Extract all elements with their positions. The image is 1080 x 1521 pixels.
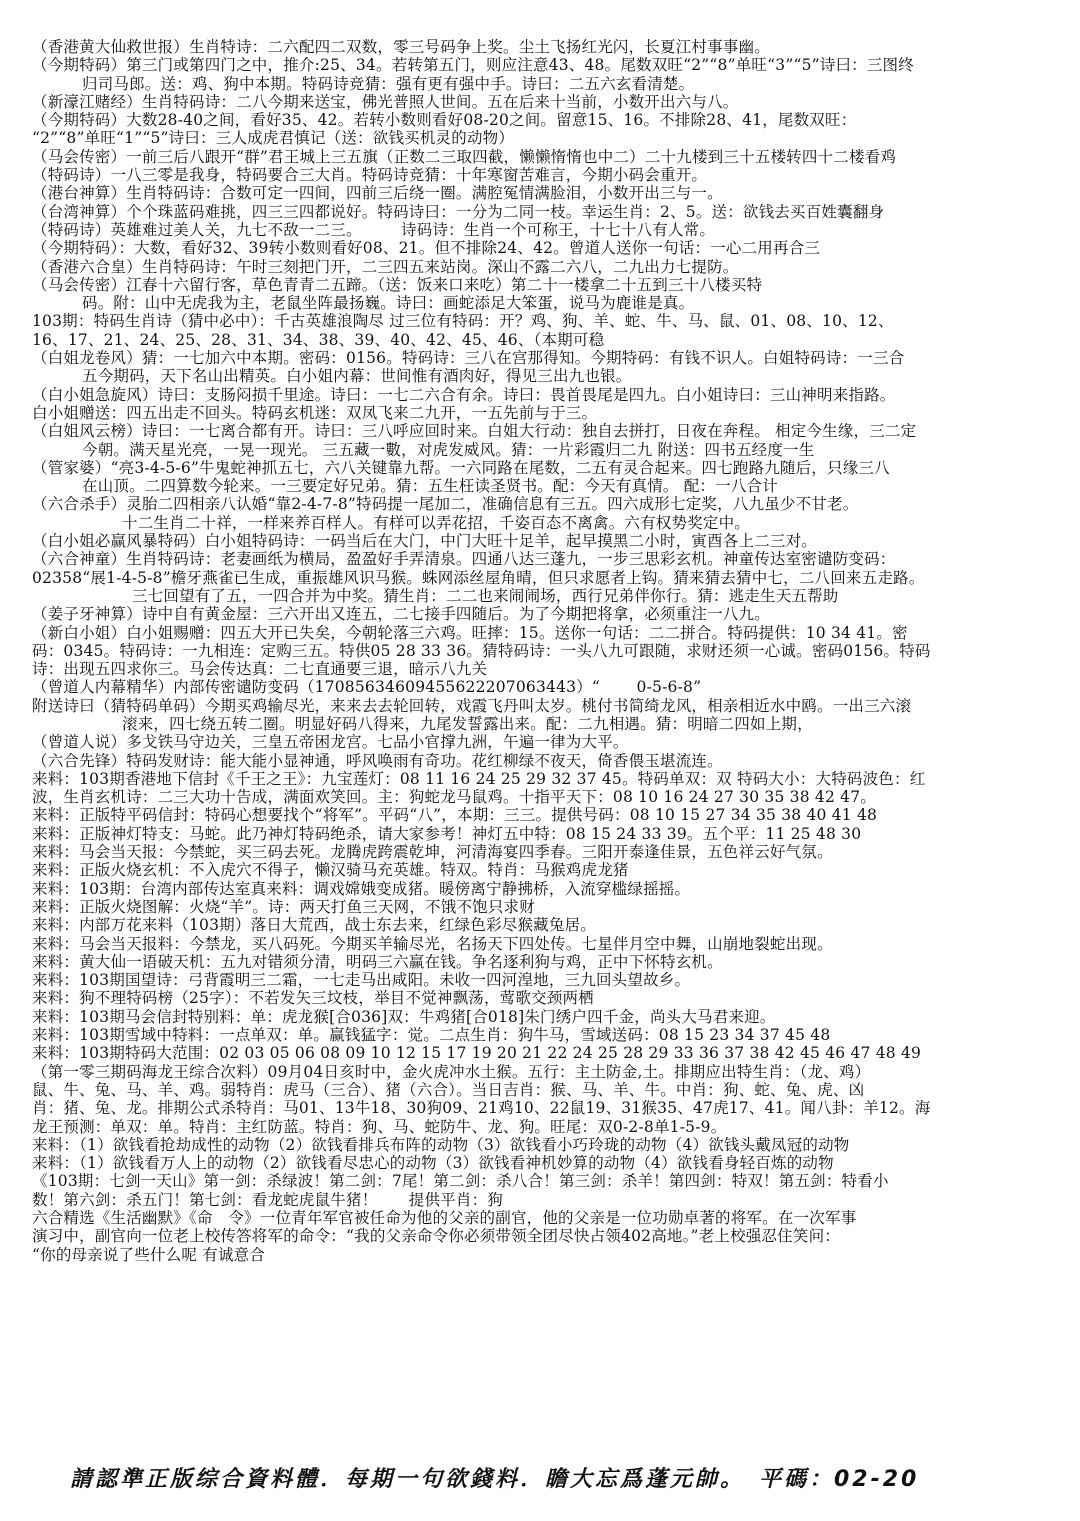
text-line: （管家婆）“亮3-4-5-6”牛鬼蛇神抓五七，六八关键靠九帮。一六同路在尾数，二五有灵合起来。四七跑路九随后，只缘三八 [32,458,890,477]
text-line: 归司马郎。送：鸡、狗中本期。特码诗竞猜：强有更有强中手。诗曰：二五六玄看清楚。 [82,74,695,93]
text-line: （港台神算）生肖特码诗：合数可定一四间，四前三后绕一圈。满腔冤情满脸泪，小数开出三与一。 [32,184,723,203]
text-line: （香港黄大仙救世报）生肖特诗：二六配四二双数，零三号码争上奖。尘土飞扬红光闪，长夏江村事事幽。 [32,38,770,56]
text-line: （今期特码）第三门或第四门之中，推介:25、34。若转第五门，则应注意43、48。尾数双旺“2”“8”单旺“3”“5”诗曰：三图终 [32,56,914,75]
text-line: 白小姐赠送：四五出走不回头。特码玄机迷：双凤飞来二九开，一五先前与于三。 [32,403,598,422]
text-line: 数！第六剑：杀五门！第七剑：看龙蛇虎鼠牛猪！ 提供平肖：狗 [32,1190,504,1209]
text-line: （六合杀手）灵胎二四相亲八认婚“靠2-4-7-8”特码提一尾加二，准确信息有三五。四六成形七定奖，八九虽少不甘老。 [32,495,859,514]
text-line: 来料：103期马会信封特别料：单：虎龙猴[合036]双：牛鸡猪[合018]朱门绣户四千金，尚头大马君来迎。 [32,1007,776,1026]
text-line: 波，生肖玄机诗：二三大功十告成，满面欢笑回。主：狗蛇龙马鼠鸡。十指平天下：08 10 16 24 27 30 35 38 42 47。 [32,788,876,807]
text-line: 来料：103期香港地下信封《千王之王》：九宝莲灯：08 11 16 24 25 29 32 37 45。特码单双：双 特码大小：大特码波色：红 [32,769,926,788]
text-line: 三七回望有了五，一四合并为中奖。猜生肖：二二也来闹闹场，西行兄弟伴你行。猜：逃走生天五帮助 [132,586,839,605]
text-line: （香港六合皇）生肖特码诗：午时三刻把门开，二三四五来站岗。深山不露二六八，二九出力七提防。 [32,257,739,276]
text-line: 来料：黄大仙一语破天机：五九对错须分清，明码三六赢在钱。争名逐利狗与鸡，正中下怀特玄机。 [32,952,723,971]
text-line: 来料：103期：台湾内部传达室真来料：调戏嫦娥变成猪。暖傍离宁静拂桥，入流穿槛绿摇摇。 [32,879,691,898]
text-line: 六合精选《生活幽默》《命 令》一位青年军官被任命为他的父亲的副官，他的父亲是一位功勋卓著的将军。在一次军事 [32,1209,857,1227]
text-line: 来料：（1）欲钱看万人上的动物（2）欲钱看尽忠心的动物（3）欲钱看神机妙算的动物（4）欲钱看身轻百炼的动物 [32,1154,834,1173]
text-line: （马会传密）江春十六留行客，草色青青二五蹄。（送：饭来口来吃）第二十一楼拿二十五到三十八楼买特 [32,275,763,294]
text-line: 在山顶。二四算数今轮来。一三要定好兄弟。猜：五生枉读圣贤书。配：今天有真情。 配：一八合计 [82,477,778,496]
text-line: 码。附：山中无虎我为主，老鼠坐阵最扬巍。诗曰：画蛇添足大笨蛋，说马为鹿谁是真。 [82,294,695,313]
text-line: 今朝。满天星光亮，一晃一现光。 三五藏一數，对虎发威风。猜：一片彩霞归二九 附送：四书五经度一生 [82,440,815,459]
text-line: 五今期码，天下名山出精英。白小姐内幕：世间惟有酒肉好，得见三出九也银。 [82,367,632,386]
text-line: 龙王预测：单双：单。特肖：主红防蓝。特肖：狗、马、蛇防牛、龙、狗。旺尾：双0-2-8单1-5-9。 [32,1117,727,1136]
text-line: 来料：103期特码大范围：02 03 05 06 08 09 10 12 15 17 19 20 21 22 24 25 28 29 33 36 37 38 42 45 46 47 48 49 [32,1044,922,1063]
text-line: （新白小姐）白小姐赐赠：四五大开已失矣，今朝轮落三六鸡。旺摔：15。送你一句话：二二拼合。特码提供：10 34 41。密 [32,623,908,642]
text-line: （新濠江赌经）生肖特码诗：二八今期来送宝，佛光普照人世间。五在后来十当前，小数开出六与八。 [32,92,739,111]
text-line: 16、17、21、24、25、28、31、34、38、39、40、42、45、46、（本期可稳 [32,330,605,349]
text-line: （台湾神算）个个珠蓝码难挑，四三三四都说好。特码诗曰：一分为二同一枝。幸运生肖：2、5。送：欲钱去买百姓囊翻身 [32,202,885,221]
text-line: 来料：正版火烧玄机：不入虎穴不得子，懒汉骑马充英雄。特双。特肖：马猴鸡虎龙猪 [32,861,629,880]
text-line: （曾道人说）多戈铁马守边关，三皇五帝困龙宫。七品小官撑九洲，午遍一律为大平。 [32,733,629,752]
text-line: 103期：特码生肖诗（猜中必中）：千古英雄浪陶尽 过三位有特码：开？鸡、狗、羊、蛇、牛、马、鼠、01、08、10、12、 [32,312,894,331]
text-line: “2”“8”单旺“1”“5”诗曰：三人成虎君慎记（送：欲钱买机灵的动物） [32,129,515,148]
text-line: （曾道人内幕精华）内部传密谴防变码（1708563460945562220706344​3）“ 0-5-6-8” [32,678,702,697]
article-body [32,38,1050,1428]
text-line: 十二生肖二十祥，一样来养百样人。有样可以弄花招，千姿百态不离禽。六有权势奖定中。 [122,513,751,532]
footer-slogan: 請認準正版综合資料體．每期一句欲錢料．瞻大忘爲蓬元帥。 平碼：02-20 [70,1467,920,1492]
text-line: （六合先锋）特码发财诗：能大能小显神通，呼风唤雨有奇功。花红柳绿不夜天，倚香偎玉堪流连。 [32,751,723,770]
text-line: 来料：马会当天报料：今禁龙，买八码死。今期买羊输尽光，名扬天下四处传。七星伴月空中舞，山崩地裂蛇出现。 [32,934,833,953]
text-line: 《103期：七剑一天山》第一剑：杀绿波！第二剑：7尾！第二剑：杀八合！第三剑：杀羊！第四剑：特双！第五剑：特看小 [32,1172,889,1191]
text-line: 来料：103期国望诗：弓背霞明三二霜，一七走马出咸阳。未收一四河湟地，三九回头望故乡。 [32,971,691,990]
text-line: 来料：内部万花来料（103期）落日大荒西，战士东去来，红绿色彩尽猴藏兔居。 [32,916,596,935]
text-line: （特码诗）一八三零是我身，特码要合三大肖。特码诗竞猜：十年寒窗苦难言，今期小码会重开。 [32,166,708,185]
text-line: 鼠、牛、兔、马、羊、鸡。弱特肖：虎马（三合）、猪（六合）。当日吉肖：猴、马、羊、牛。中肖：狗、蛇、兔、虎、凶 [32,1080,865,1099]
text-line: （特码诗）英雄难过美人关，九七不敌一二三。 诗码诗：生肖一个可称王，十七十八有人常。 [32,220,716,239]
text-line: 来料：马会当天报：今禁蛇，买三码去死。龙腾虎跨震乾坤，河清海宴四季春。三阳开泰逢佳景，五色祥云好气氛。 [32,843,833,862]
text-line: 肖：猪、兔、龙。排期公式杀特肖：马01、13牛18、30狗09、21鸡10、22鼠19、31猴35、47虎17、41。闻八卦：羊12。海 [32,1099,931,1118]
text-line: （白小姐急旋风）诗曰：支肠闷损千里途。诗曰：一七二六合有余。诗曰：畏首畏尾是四九。白小姐诗曰：三山神明来指路。 [32,385,896,404]
text-line: 来料：正版火烧图解：火烧“羊”。诗：两天打鱼三天网，不饿不饱只求财 [32,897,535,916]
text-line: 来料：正版神灯特支：马蛇。此乃神灯特码绝杀，请大家参考！神灯五中特：08 15 24 33 39。五个平：11 25 48 30 [32,824,862,843]
text-line: （马会传密）一前三后八跟开“群”君王城上三五旗（正数二三取四截，懒懒惰惰也中二）二十九楼到三十五楼转四十二楼看鸡 [32,147,897,166]
text-line: “你的母亲说了些什么呢 有诚意合 [32,1245,266,1264]
text-line: 来料：正版特平码信封：特码心想要找个“将军”。平码“八”，本期：三三。提供号码：08 10 15 27 34 35 38 40 41 48 [32,806,878,825]
text-line: 来料：狗不理特码榜（25字）：不若发矢三坟枝，举目不觉神飘荡，莺歌交颈两栖 [32,989,594,1008]
text-line: （今期特码）大数28-40之间，看好35、42。若转小数则看好08-20之间。留意15、16。不排除28、41，尾数双旺： [32,111,857,130]
text-line: 02358“展1-4-5-8”檐牙燕雀已生成，重振雄风识马猴。蛛网添丝屋角晴，但只求愿者上钩。猜来猜去猜中七，二八回来五走路。 [32,568,925,587]
text-line: （白姐龙卷风）猜：一七加六中本期。密码：0156。特码诗：三八在宫那得知。今期特码：有钱不识人。白姐特码诗：一三合 [32,349,905,368]
text-line: （六合神童）生肖特码诗：老妻画纸为横局，盈盈好手弄清泉。四通八达三蓬九，一步三思彩玄机。神童传达室密谴防变码： [32,550,896,569]
text-line: （白小姐必赢风暴特码）白小姐特码诗：一码当后在大门，中门大旺十足羊，起早摸黑二小时，寅酉各上二三对。 [32,532,818,551]
text-line: 附送诗曰（猜特码单码）今期买鸡输尽光，来来去去轮回转，戏霞飞丹叫太岁。桃付书简绮龙风，相亲相近水中鸥。一出三六滚 [32,696,912,715]
text-line: （今期特码）：大数，看好32、39转小数则看好08、21。但不排除24、42。曾道人送你一句话：一心二用再合三 [32,239,821,258]
text-line: （白姐风云榜）诗曰：一七离合都有开。诗曰：三八呼应回时来。白姐大行动：独自去拼打，日夜在奔程。 相定今生缘，三二定 [32,422,917,441]
text-line: 演习中，副官向一位老上校传答将军的命令：“我的父亲命令你必须带领全团尽快占领402高地。”老上校强忍住笑问： [32,1227,840,1246]
text-line: （姜子牙神算）诗中自有黄金屋：三六开出又连五，二七接手四随后。为了今期把将拿，必须重注一八九。 [32,605,770,624]
text-line: 来料：103期雪域中特料：一点单双：单。赢钱猛字：觉。二点生肖：狗牛马，雪域送码：08 15 23 34 37 45 48 [32,1026,831,1045]
text-line: （第一零三期码海龙王综合次料）09月04日亥时中，金火虎冲水土猴。五行：主土防金,土。排期应出特生肖：（龙、鸡） [32,1062,871,1081]
text-line: 来料：（1）欲钱看抢劫成性的动物（2）欲钱看排兵布阵的动物（3）欲钱看小巧玲珑的动物（4）欲钱头戴凤冠的动物 [32,1135,850,1154]
text-line: 诗：出现五四求你三。马会传达真：二七直通要三退，暗示八九关 [32,660,488,679]
text-line: 码：0345。特码诗：一九相连：定购三五。特供05 28 33 36。猜特码诗：一头八九可跟随，求财还须一心诚。密码0156。特码 [32,641,931,660]
text-line: 滚来，四七绕五转二圈。明显好码八得来，九尾发誓露出来。配：二九相遇。猜：明暗二四如上期， [122,714,813,733]
